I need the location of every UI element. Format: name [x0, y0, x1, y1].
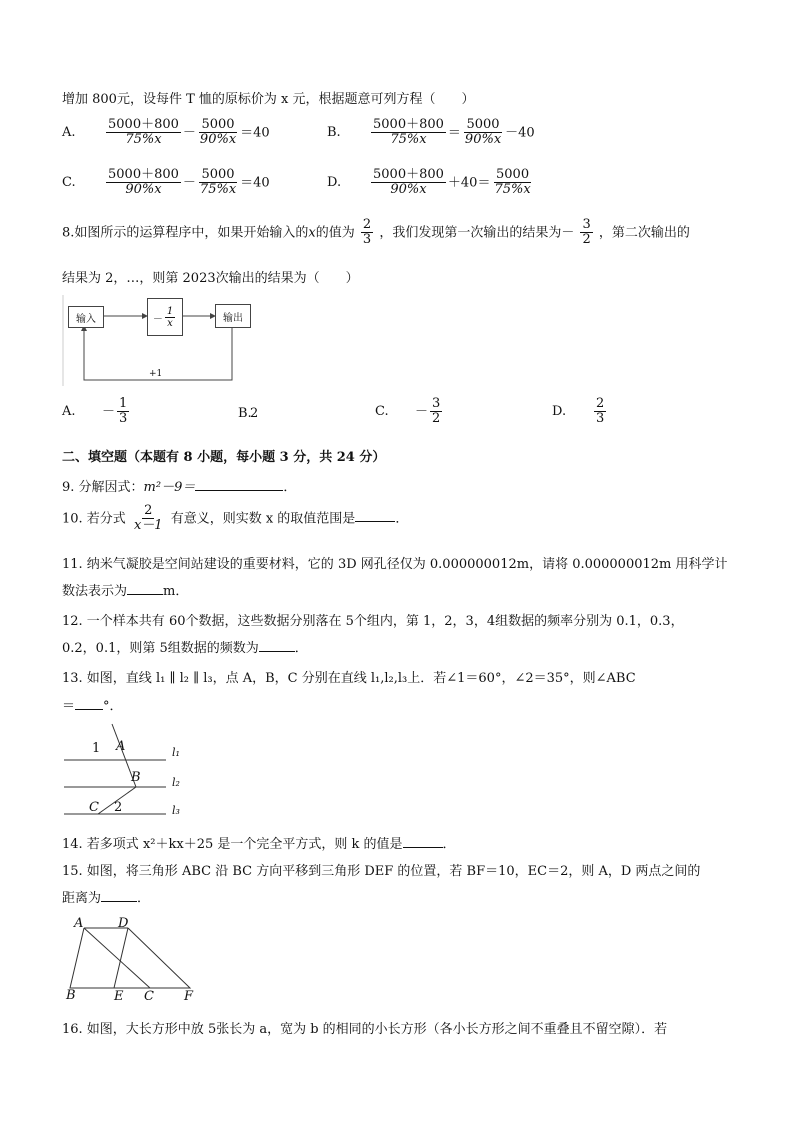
fraction: $\frac{2}{x-1}$: [133, 503, 163, 534]
q8-option-d: D. $\frac{2}{3}$: [552, 396, 605, 427]
q9: 9. 分解因式：m²－9＝ ．: [62, 480, 297, 495]
section-title: 二、填空题（本题有 8 小题，每小题 3 分，共 24 分）: [62, 450, 386, 465]
q10: 10. 若分式 $\frac{2}{x-1}$ 有意义，则实数 x 的取值范围是 ．: [62, 503, 409, 534]
fraction: $\frac{2}{3}$: [362, 217, 372, 248]
q8-line1: 8.如图所示的运算程序中，如果开始输入的x的值为 $\frac{2}{3}$ ，我们发现第一次输出的结果为－ $\frac{3}{2}$ ，第二次输出的: [62, 217, 690, 248]
parallel-lines-figure: A 1 B C 2 l₁ l₂ l₃: [62, 722, 192, 822]
q8-option-b: B.2: [238, 406, 259, 421]
q14: 14. 若多项式 x²＋kx＋25 是一个完全平方式，则 k 的值是 ．: [62, 837, 456, 852]
q11-line2: 数法表示为 m．: [62, 584, 189, 599]
q15-line1: 15. 如图，将三角形 ABC 沿 BC 方向平移到三角形 DEF 的位置，若 BF＝10，EC＝2，则 A，D 两点之间的: [62, 864, 701, 879]
answer-blank: [355, 509, 395, 522]
flow-loop-label: +1: [149, 369, 163, 379]
q16: 16. 如图，大长方形中放 5张长为 a，宽为 b 的相同的小长方形（各小长方形之间不重叠且不留空隙）．若: [62, 1022, 668, 1037]
q8-option-c: C. － $\frac{3}{2}$: [375, 396, 441, 427]
flow-output-box: 输出: [215, 304, 251, 328]
answer-blank: [403, 835, 443, 848]
flow-operation-box: － $\frac{1}{x}$: [147, 298, 183, 336]
translation-triangles-figure: A D B E C F: [66, 916, 194, 1004]
answer-blank: [101, 889, 137, 902]
answer-blank: [259, 639, 295, 652]
q13-line2: ＝ °．: [62, 699, 123, 714]
q7-option-d: D. $\frac{5000+800}{90\%x}$ ＋40＝ $\frac{5000}{75\%x}$: [327, 167, 531, 198]
q8-option-a: A. － $\frac{1}{3}$: [62, 396, 128, 427]
q7-option-a: A. $\frac{5000+800}{75\%x}$ － $\frac{5000}{90\%x}$ ＝40: [62, 117, 270, 148]
flow-input-box: 输入: [68, 306, 104, 328]
q7-option-b: B. $\frac{5000+800}{75\%x}$ ＝ $\frac{5000}{90\%x}$ －40: [327, 117, 535, 148]
fraction: $\frac{3}{2}$: [582, 217, 591, 248]
q7-option-c: C. $\frac{5000+800}{90\%x}$ － $\frac{5000}{75\%x}$ ＝40: [62, 167, 270, 198]
q8-line2: 结果为 2，…，则第 2023次输出的结果为（ ）: [62, 271, 359, 286]
answer-blank: [75, 697, 103, 710]
answer-blank: [127, 582, 163, 595]
q7-stem: 增加 800元，设每件 T 恤的原标价为 x 元，根据题意可列方程（ ）: [62, 92, 475, 107]
q12-line2: 0.2，0.1，则第 5组数据的频数为 ．: [62, 641, 308, 656]
q11-line1: 11. 纳米气凝胶是空间站建设的重要材料，它的 3D 网孔径仅为 0.000000012m，请将 0.000000012m 用科学计: [62, 557, 728, 572]
q15-line2: 距离为 ．: [62, 891, 151, 906]
q12-line1: 12. 一个样本共有 60个数据，这些数据分别落在 5个组内，第 1，2，3，4组数据的频率分别为 0.1，0.3，: [62, 614, 684, 629]
answer-blank: [195, 478, 283, 491]
q13-line1: 13. 如图，直线 l₁ ∥ l₂ ∥ l₃，点 A，B，C 分别在直线 l₁,l₂,l₃上．若∠1＝60°，∠2＝35°，则∠ABC: [62, 671, 636, 686]
